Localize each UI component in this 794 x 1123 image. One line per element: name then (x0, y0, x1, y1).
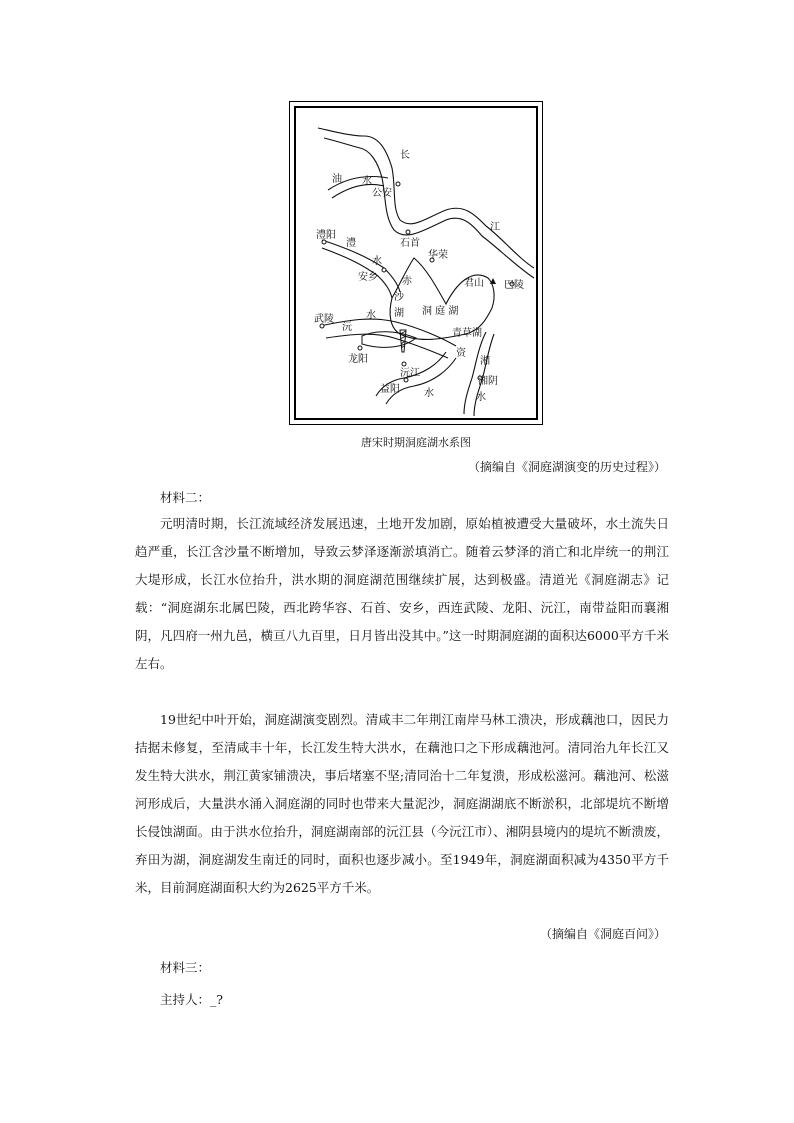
map-border (294, 106, 538, 420)
label-anxiang: 安乡 (358, 272, 378, 283)
label-jiang: 江 (490, 222, 500, 233)
label-gongan: 公安 (372, 188, 392, 199)
label-hu: 湖 (394, 308, 404, 319)
label-baling: 巴陵 (504, 280, 524, 291)
material3-heading: 材料三： (160, 960, 211, 975)
material2-heading: 材料二： (160, 490, 211, 505)
label-li: 澧 (346, 238, 356, 249)
label-xiang: 湘 (480, 356, 490, 367)
label-yuan-shui: 水 (366, 310, 376, 321)
label-chi: 赤 (402, 276, 412, 287)
map-figure (289, 101, 543, 425)
label-sha: 沙 (394, 292, 404, 303)
label-xiangyin: 湘阴 (478, 376, 498, 387)
material2-source: （摘编自《洞庭百问》） (539, 927, 666, 941)
xiang-river (464, 332, 494, 416)
map-source: （摘编自《洞庭湖演变的历史过程》） (467, 460, 666, 474)
label-xiang-shui: 水 (476, 392, 486, 403)
label-you-shui: 水 (362, 176, 372, 187)
host-line: 主持人：_? (160, 992, 223, 1007)
map-caption: 唐宋时期洞庭湖水系图 (361, 436, 471, 449)
label-zi-shui: 水 (424, 388, 434, 399)
label-li-shui: 水 (372, 256, 382, 267)
li-river (322, 240, 400, 298)
label-shishou: 石首 (400, 238, 420, 249)
label-huarong: 华荣 (428, 250, 448, 261)
label-junshan: 君山 (464, 278, 484, 289)
label-yiyang: 益阳 (380, 384, 400, 395)
label-longyang: 龙阳 (348, 354, 368, 365)
place-markers (320, 182, 514, 382)
label-chang: 长 (400, 150, 410, 161)
label-liyang: 澧阳 (316, 230, 336, 241)
label-you: 油 (332, 174, 342, 185)
material2-paragraph-2: 19世纪中叶开始，洞庭湖演变剧烈。清咸丰二年荆江南岸马林工溃决，形成藕池口，因民力拮据未修复，至清咸丰十年，长江发生特大洪水，在藕池口之下形成藕池河。清同治九年长江又发生特大洪水，荆江黄家铺溃决，事后堵塞不坚;清同治十二年复溃，形成松滋河。藕池河、松滋河形成后，大量洪水涌入洞庭湖的同时也带来大量泥沙，洞庭湖湖底不断淤积，北部堤坑不断增长侵蚀湖面。由于洪水位抬升，洞庭湖南部的沅江县（今沅江市）、湘阴县境内的堤坑不断溃废，弃田为湖，洞庭湖发生南迁的同时，面积也逐步减小。至1949年，洞庭湖面积减为4350平方千米，目前洞庭湖面积大约为2625平方千米。 (135, 712, 669, 895)
label-qingcaohu: 青草湖 (452, 328, 482, 339)
material2-paragraph-1: 元明清时期，长江流域经济发展迅速，土地开发加剧，原始植被遭受大量破坏，水土流失日趋严重，长江含沙量不断增加，导致云梦泽逐渐淤填消亡。随着云梦泽的消亡和北岸统一的荆江大堤形成，长江水位抬升，洪水期的洞庭湖范围继续扩展，达到极盛。清道光《洞庭湖志》记载：“洞庭湖东北属巴陵，西北跨华容、石首、安乡，西连武陵、龙阳、沅江，南带益阳而襄湘阴，凡四府一州九邑，横亘八九百里，日月皆出没其中。”这一时期洞庭湖的面积达6000平方千米左右。 (135, 516, 669, 671)
yangtze-river (318, 128, 534, 278)
label-yuanjiang: 沅江 (400, 368, 420, 379)
label-zi: 资 (456, 348, 466, 359)
label-wuling: 武陵 (314, 314, 334, 325)
label-yuan: 沅 (342, 322, 352, 333)
label-dongting: 洞 庭 湖 (422, 306, 459, 317)
dongting-water-system-map (296, 108, 540, 422)
